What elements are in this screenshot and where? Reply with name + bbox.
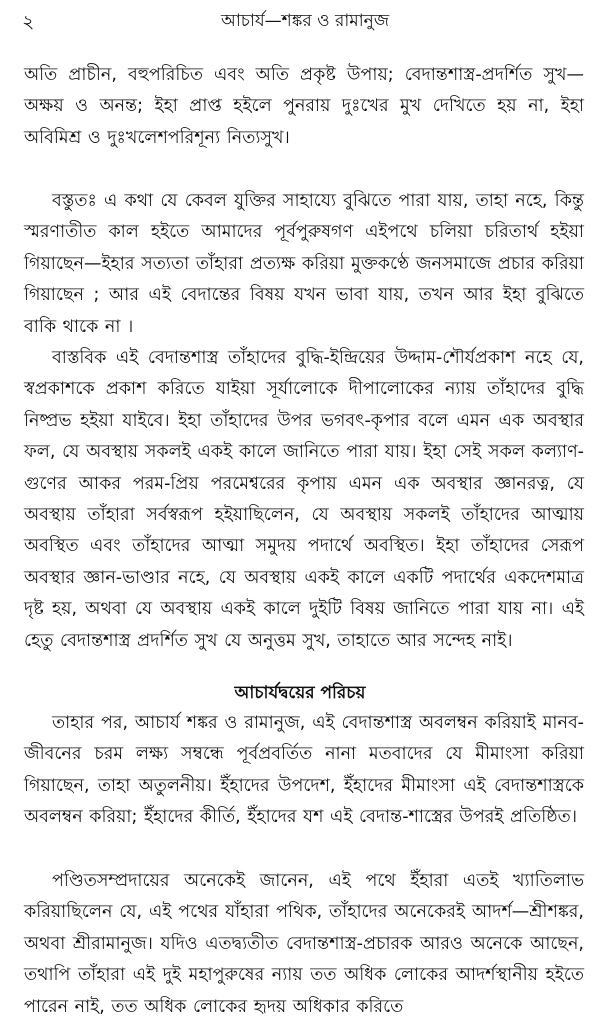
paragraph-5: পণ্ডিতসম্প্রদায়ের অনেকেই জানেন, এই পথে ইঁহারা এতই খ্যাতিলাভ করিয়াছিলেন যে, এই পথের যাঁহারা পথিক, তাঁহাদের অনেকেরই আদর্শ—শ্রীশঙ্কর, অথবা শ্রীরামানুজ। যদিও এতদ্ব্যতীত বেদান্তশাস্ত্র-প্রচারক আরও অনেকে আছেন, তথাপি তাঁহারা এই দুই মহাপুরুষের ন্যায় তত অধিক লোকের আদর্শস্থানীয় হইতে পারেন নাই, তত অধিক লোকের হৃদয় অধিকার করিতে: [24, 871, 584, 1017]
running-title: আচার্য—শঙ্কর ও রামানুজ: [220, 11, 390, 31]
paragraph-2: বস্তুতঃ এ কথা যে কেবল যুক্তির সাহায্যে বুঝিতে পারা যায়, তাহা নহে, কিন্তু স্মরণাতীত কাল হইতে আমাদের পূর্বপুরুষগণ এইপথে চলিয়া চরিতার্থ হইয়া গিয়াছেন—ইহার সত্যতা তাঁহারা প্রত্যক্ষ করিয়া মুক্তকণ্ঠে জনসমাজে প্রচার করিয়া গিয়াছেন ; আর এই বেদান্তের বিষয় যখন ভাবা যায়, তখন আর ইহা বুঝিতে বাকি থাকে না ।: [24, 191, 584, 337]
paragraph-1: অতি প্রাচীন, বহুপরিচিত এবং অতি প্রকৃষ্ট উপায়; বেদান্তশাস্ত্র-প্রদর্শিত সুখ—অক্ষয় ও অনন্ত; ইহা প্রাপ্ত হইলে পুনরায় দুঃখের মুখ দেখিতে হয় না, ইহা অবিমিশ্র ও দুঃখলেশপরিশূন্য নিত্যসুখ।: [24, 65, 584, 148]
page-number: ২: [22, 11, 35, 33]
paragraph-4: তাহার পর, আচার্য শঙ্কর ও রামানুজ, এই বেদান্তশাস্ত্র অবলম্বন করিয়াই মানব-জীবনের চরম লক্ষ্য সম্বন্ধে পূর্বপ্রবর্তিত নানা মতবাদের যে মীমাংসা করিয়া গিয়াছেন, তাহা অতুলনীয়। ইঁহাদের উপদেশ, ইঁহাদের মীমাংসা এই বেদান্তশাস্ত্রকে অবলম্বন করিয়া; ইঁহাদের কীর্তি, ইঁহাদের যশ এই বেদান্ত-শাস্ত্রের উপরই প্রতিষ্ঠিত।: [24, 713, 584, 828]
paragraph-3: বাস্তবিক এই বেদান্তশাস্ত্র তাঁহাদের বুদ্ধি-ইন্দ্রিয়ের উদ্দাম-শৌর্যপ্রকাশ নহে যে, স্বপ্রকাশকে প্রকাশ করিতে যাইয়া সূর্যালোকে দীপালোকের ন্যায় তাঁহাদের বুদ্ধি নিষ্প্রভ হইয়া যাইবে। ইহা তাঁহাদের উপর ভগবৎ-কৃপার বলে এমন এক অবস্থার ফল, যে অবস্থায় সকলই একই কালে জানিতে পারা যায়। ইহা সেই সকল কল্যাণ-গুণের আকর পরম-প্রিয় পরমেশ্বরের কৃপায় এমন এক অবস্থার জ্ঞানরত্ন, যে অবস্থায় তাঁহারা সর্বস্বরূপ হইয়াছিলেন, যে অবস্থায় সকলই তাঁহাদের আত্মায় অবস্থিত এবং তাঁহাদের আত্মা সমুদয় পদার্থে অবস্থিত। ইহা তাঁহাদের সেরূপ অবস্থার জ্ঞান-ভাণ্ডার নহে, যে অবস্থায় একই কালে একটি পদার্থের একদেশমাত্র দৃষ্ট হয়, অথবা যে অবস্থায় একই কালে দুইটি বিষয় জানিতে পারা যায় না। এই হেতু বেদান্তশাস্ত্র প্রদর্শিত সুখ যে অনুত্তম সুখ, তাহাতে আর সন্দেহ নাই।: [24, 348, 584, 651]
section-heading: আচার্যদ্বয়ের পরিচয়: [234, 683, 366, 703]
